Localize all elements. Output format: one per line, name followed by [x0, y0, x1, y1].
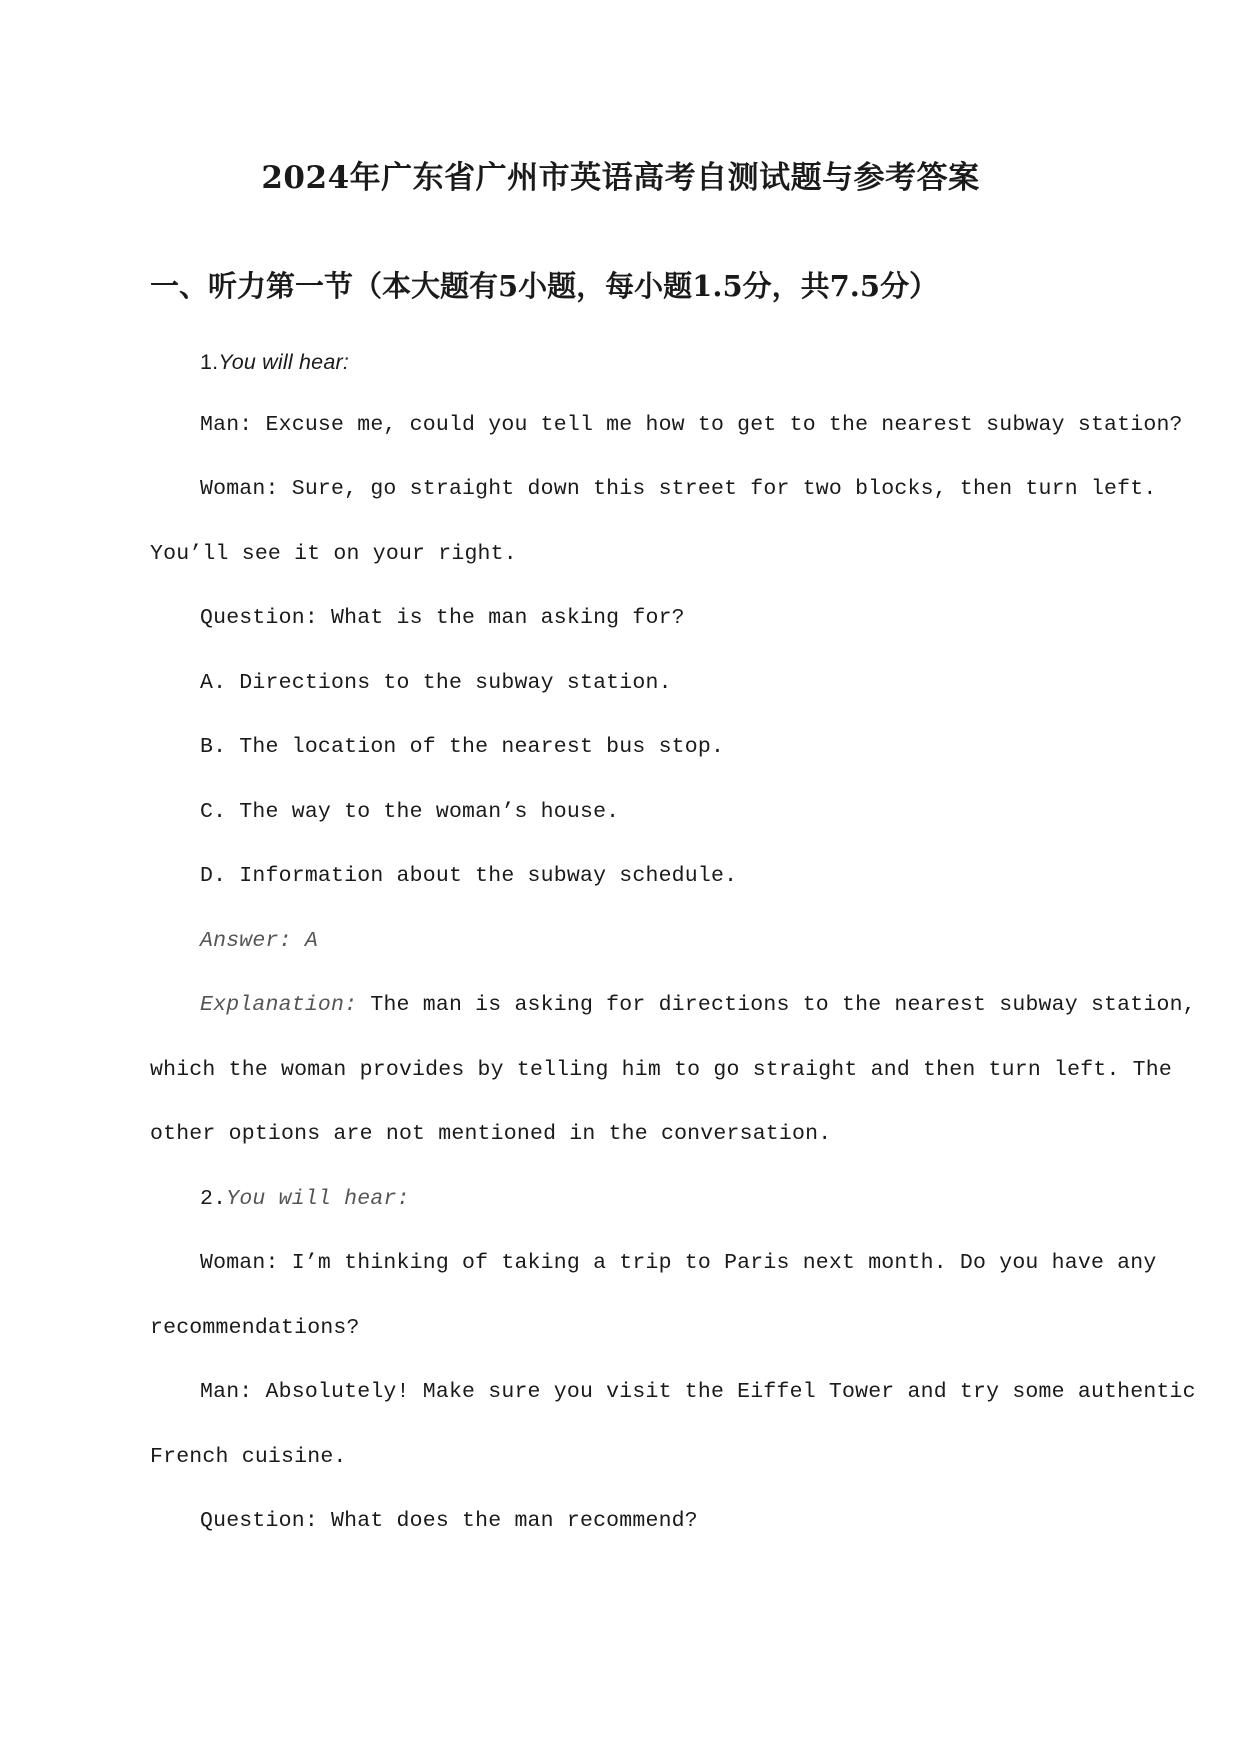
q2-woman-line-2: recommendations?: [150, 1316, 360, 1340]
q1-prompt-line: [200, 350, 349, 376]
q2-prompt: You will hear:: [226, 1187, 410, 1211]
q1-explanation-label: Explanation:: [200, 993, 358, 1017]
q2-question: Question: What does the man recommend?: [200, 1509, 698, 1533]
q1-option-a: A. Directions to the subway station.: [200, 671, 672, 695]
q1-prompt: You will hear:: [218, 350, 350, 374]
document-title: 2024年广东省广州市英语高考自测试题与参考答案: [261, 160, 980, 196]
q1-woman-line-1: Woman: Sure, go straight down this street for two blocks, then turn left.: [200, 477, 1157, 501]
q1-explanation-line-1: [200, 993, 1196, 1017]
section-heading: 一、听力第一节（本大题有5小题，每小题1.5分，共7.5分）: [150, 269, 939, 303]
q2-man-line-2: French cuisine.: [150, 1445, 347, 1469]
q1-number: 1.: [200, 350, 219, 374]
q1-explanation-line-3: other options are not mentioned in the conversation.: [150, 1122, 832, 1146]
q1-woman-line-2: You’ll see it on your right.: [150, 542, 517, 566]
q2-prompt-line: [200, 1187, 410, 1211]
q2-number: 2.: [200, 1187, 227, 1211]
q1-explanation-line-2: which the woman provides by telling him to go straight and then turn left. The: [150, 1058, 1172, 1082]
q1-option-b: B. The location of the nearest bus stop.: [200, 735, 725, 759]
q1-option-d: D. Information about the subway schedule.: [200, 864, 738, 888]
q2-man-line-1: Man: Absolutely! Make sure you visit the Eiffel Tower and try some authentic: [200, 1380, 1196, 1404]
q1-option-c: C. The way to the woman’s house.: [200, 800, 620, 824]
q1-answer: Answer: A: [200, 929, 318, 953]
q2-woman-line-1: Woman: I’m thinking of taking a trip to Paris next month. Do you have any: [200, 1251, 1157, 1275]
q1-man-line: Man: Excuse me, could you tell me how to get to the nearest subway station?: [200, 413, 1183, 437]
q1-question: Question: What is the man asking for?: [200, 606, 685, 630]
q1-explanation-text-1: The man is asking for directions to the nearest subway station,: [357, 993, 1196, 1017]
